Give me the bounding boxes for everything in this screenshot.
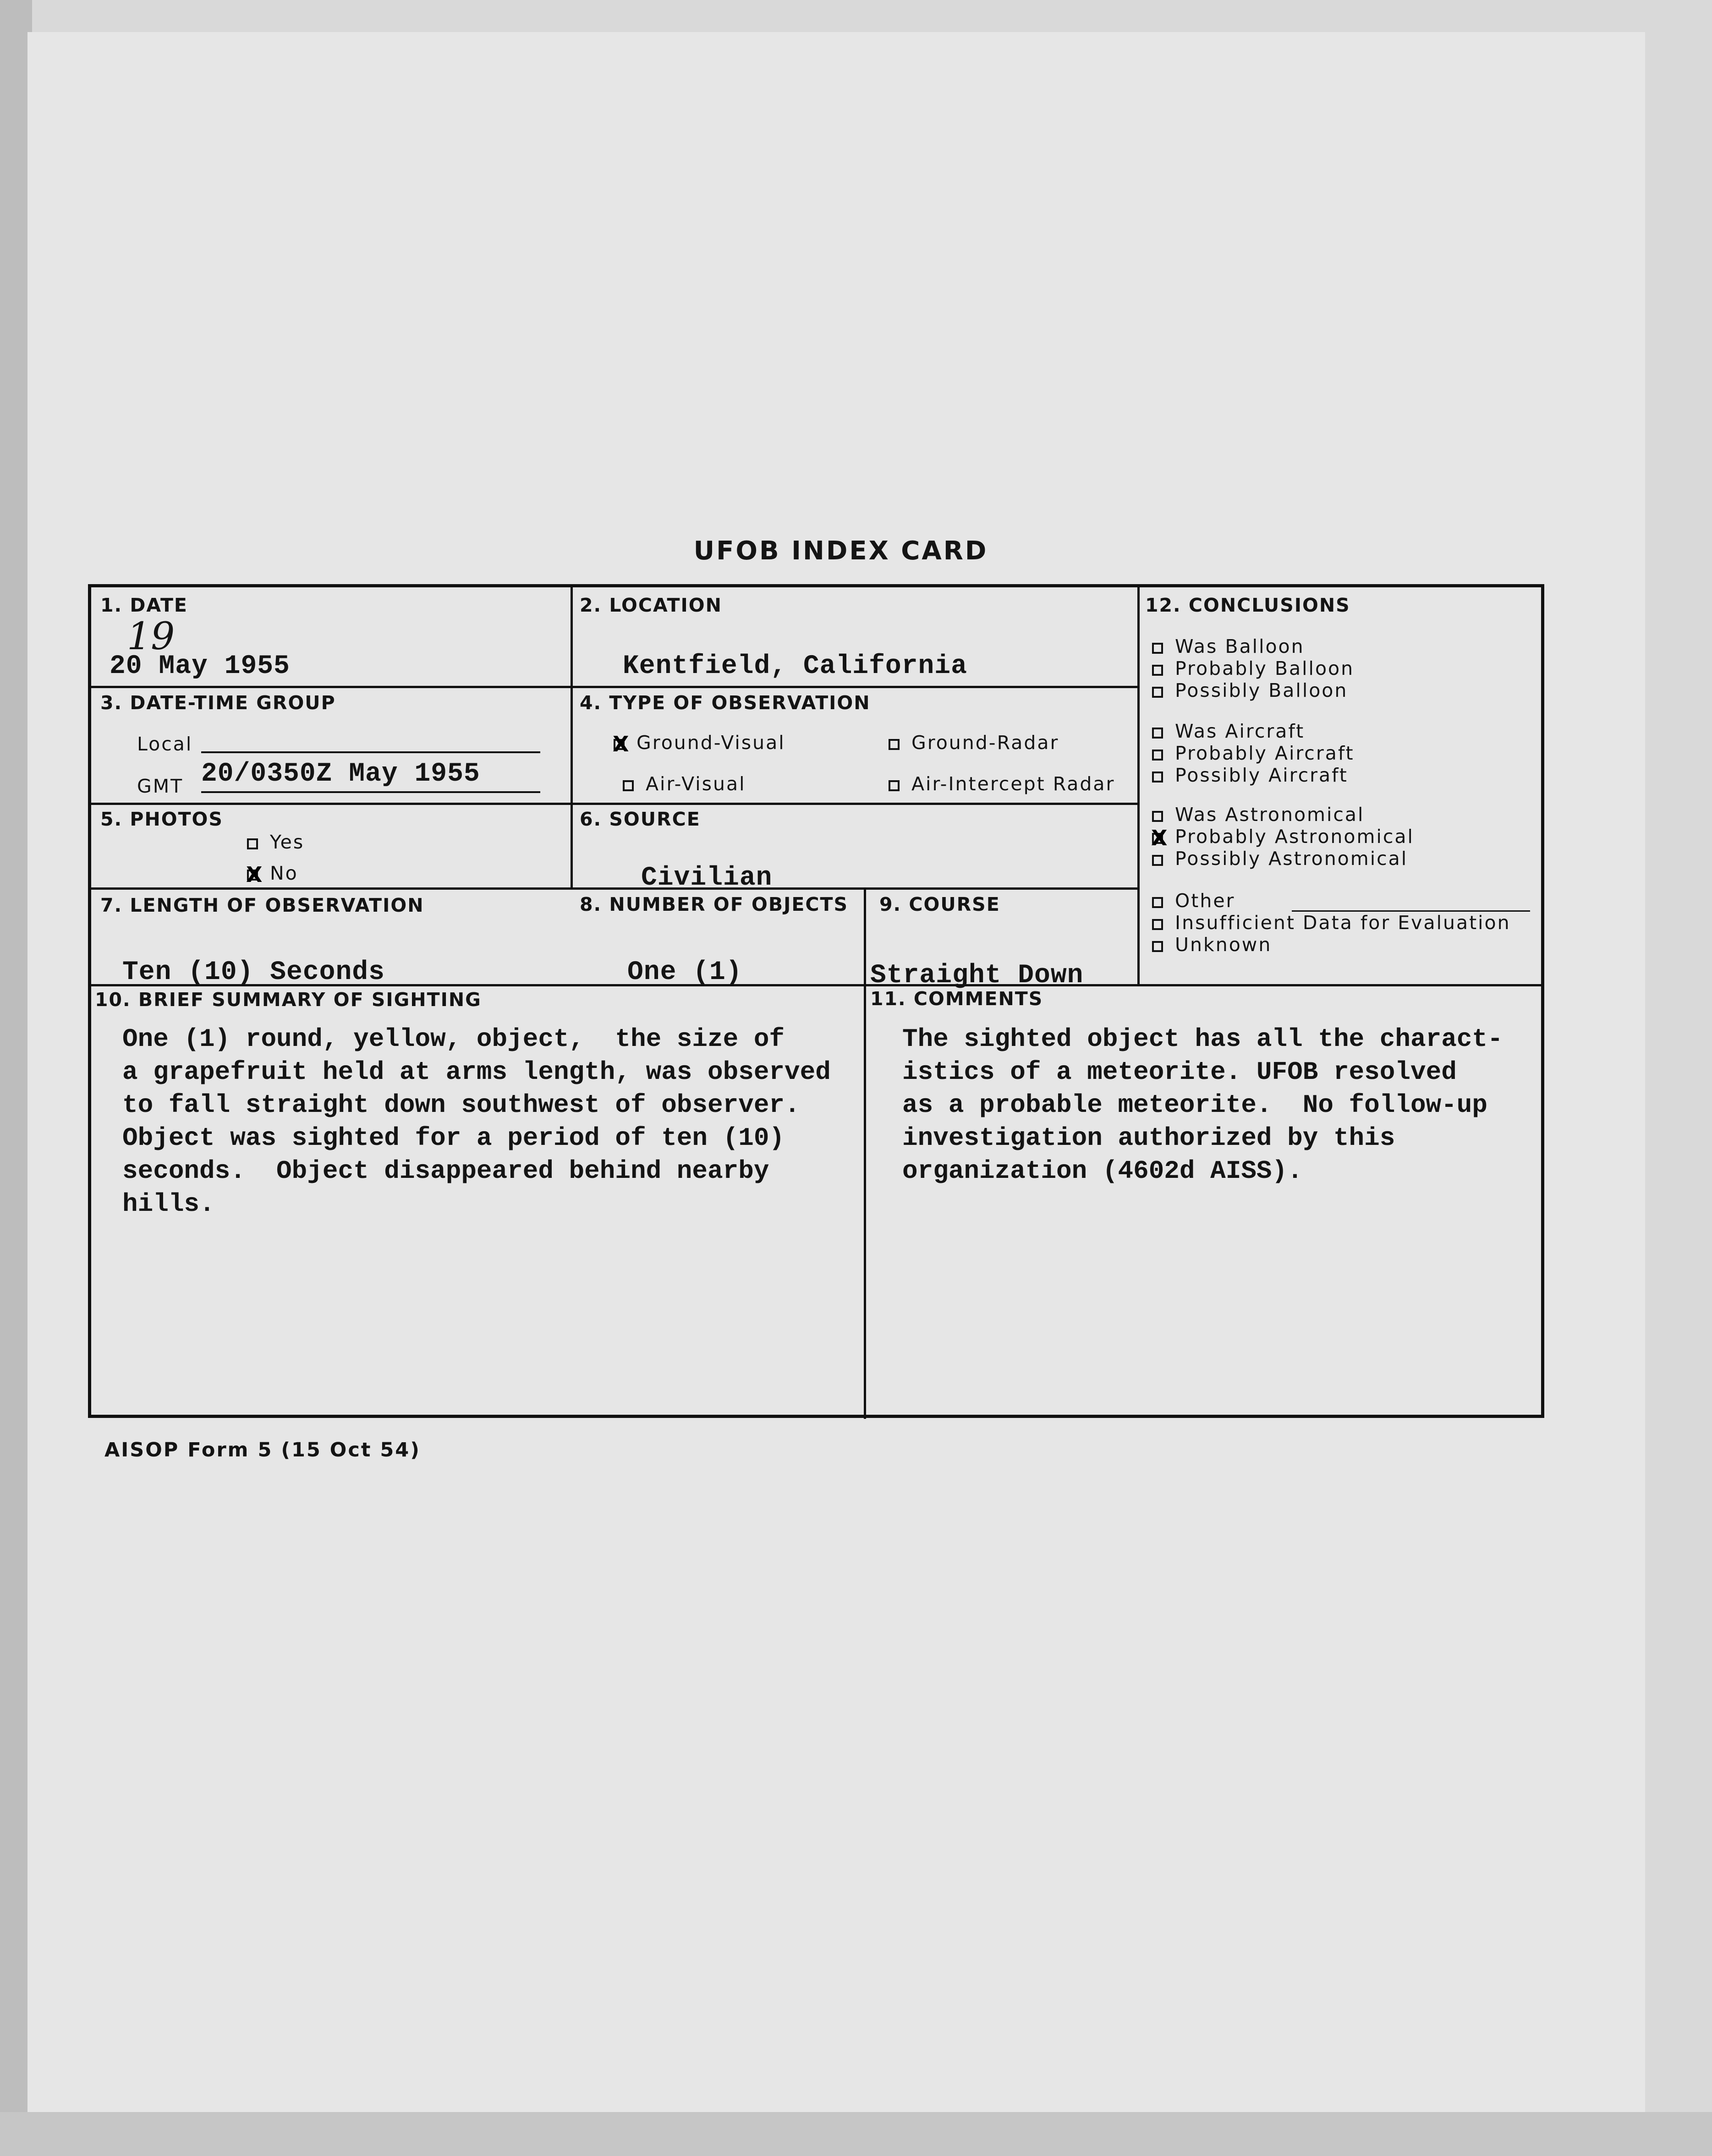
checkbox-photos-yes[interactable] [247,838,258,849]
checkbox-probably-aircraft[interactable] [1152,750,1163,761]
form-number-footer: AISOP Form 5 (15 Oct 54) [104,1439,421,1461]
checkbox-possibly-aircraft[interactable] [1152,772,1163,783]
conclusion-unknown[interactable]: Unknown [1152,934,1272,956]
location-value: Kentfield, California [623,651,967,681]
date-time-group-label: 3. DATE-TIME GROUP [100,692,336,714]
option-air-visual[interactable]: Air-Visual [623,773,746,795]
index-card-form [88,584,1544,1418]
photos-label: 5. PHOTOS [100,808,223,830]
divider-col2-right [1137,587,1140,986]
checkbox-ground-visual[interactable] [614,739,625,750]
checkbox-was-astronomical[interactable] [1152,811,1163,822]
comments-text: The sighted object has all the charact- istics of a meteorite. UFOB resolved as a probable meteorite. No follow-up investigation authorized by this organization (4602d AISS). [902,1024,1503,1186]
location-label: 2. LOCATION [580,594,722,616]
conclusion-possibly-balloon[interactable]: Possibly Balloon [1152,679,1348,701]
gmt-underline [201,791,540,793]
option-ground-visual[interactable]: XGround-Visual [614,732,785,754]
card-title: UFOB INDEX CARD [693,536,988,566]
conclusion-possibly-aircraft[interactable]: Possibly Aircraft [1152,764,1348,786]
conclusion-was-astronomical[interactable]: Was Astronomical [1152,804,1364,826]
option-photos-yes[interactable]: Yes [247,831,304,853]
divider-col1-top [571,587,573,890]
conclusion-probably-balloon[interactable]: Probably Balloon [1152,657,1354,679]
checkbox-air-intercept-radar[interactable] [889,780,900,791]
divider-row1-left [91,686,571,688]
date-handwritten-correction: 19 [127,615,175,658]
local-label: Local [137,733,193,755]
conclusion-other[interactable]: Other [1152,890,1235,912]
comments-label: 11. COMMENTS [870,988,1043,1010]
conclusion-probably-aircraft[interactable]: Probably Aircraft [1152,742,1355,764]
divider-objects-course [864,890,866,1419]
source-label: 6. SOURCE [580,808,701,830]
checkbox-was-balloon[interactable] [1152,643,1163,654]
summary-label: 10. BRIEF SUMMARY OF SIGHTING [95,989,482,1011]
option-photos-no[interactable]: XNo [247,862,298,884]
option-air-intercept-radar[interactable]: Air-Intercept Radar [889,773,1115,795]
checkbox-insufficient-data[interactable] [1152,919,1163,930]
checkbox-unknown[interactable] [1152,941,1163,952]
checkbox-possibly-astronomical[interactable] [1152,855,1163,866]
gmt-label: GMT [137,775,184,797]
conclusions-label: 12. CONCLUSIONS [1145,594,1350,616]
checkbox-photos-no[interactable] [247,870,258,881]
checkbox-probably-astronomical[interactable] [1152,833,1163,844]
type-of-observation-label: 4. TYPE OF OBSERVATION [580,692,871,714]
divider-row1 [571,686,1139,688]
date-value: 20 May 1955 [110,651,290,681]
checkbox-was-aircraft[interactable] [1152,728,1163,739]
local-underline [201,751,540,753]
checkbox-possibly-balloon[interactable] [1152,687,1163,698]
conclusion-was-aircraft[interactable]: Was Aircraft [1152,720,1305,742]
option-ground-radar[interactable]: Ground-Radar [889,732,1059,754]
number-of-objects-value: One (1) [627,958,742,987]
gmt-value: 20/0350Z May 1955 [201,759,480,789]
conclusion-was-balloon[interactable]: Was Balloon [1152,635,1305,657]
length-value: Ten (10) Seconds [122,958,385,987]
checkbox-air-visual[interactable] [623,780,634,791]
checkbox-ground-radar[interactable] [889,739,900,750]
conclusion-probably-astronomical[interactable]: XProbably Astronomical [1152,826,1414,848]
source-value: Civilian [641,863,773,893]
scan-bottom-edge [0,2112,1712,2156]
checkbox-probably-balloon[interactable] [1152,665,1163,676]
date-label: 1. DATE [100,594,188,616]
conclusion-insufficient-data[interactable]: Insufficient Data for Evaluation [1152,912,1511,934]
conclusion-possibly-astronomical[interactable]: Possibly Astronomical [1152,848,1408,870]
divider-row2 [91,803,1140,805]
course-label: 9. COURSE [879,893,1000,915]
length-of-observation-label: 7. LENGTH OF OBSERVATION [100,894,424,916]
checkbox-other[interactable] [1152,897,1163,908]
summary-text: One (1) round, yellow, object, the size of a grapefruit held at arms length, was observed to fall straight down southwest of observer. Object was sighted for a period of ten (10) seconds. Object disappeared behind nearby hills. [122,1024,831,1219]
divider-row3 [91,887,1140,890]
course-value: Straight Down [870,961,1084,990]
number-of-objects-label: 8. NUMBER OF OBJECTS [580,893,848,915]
